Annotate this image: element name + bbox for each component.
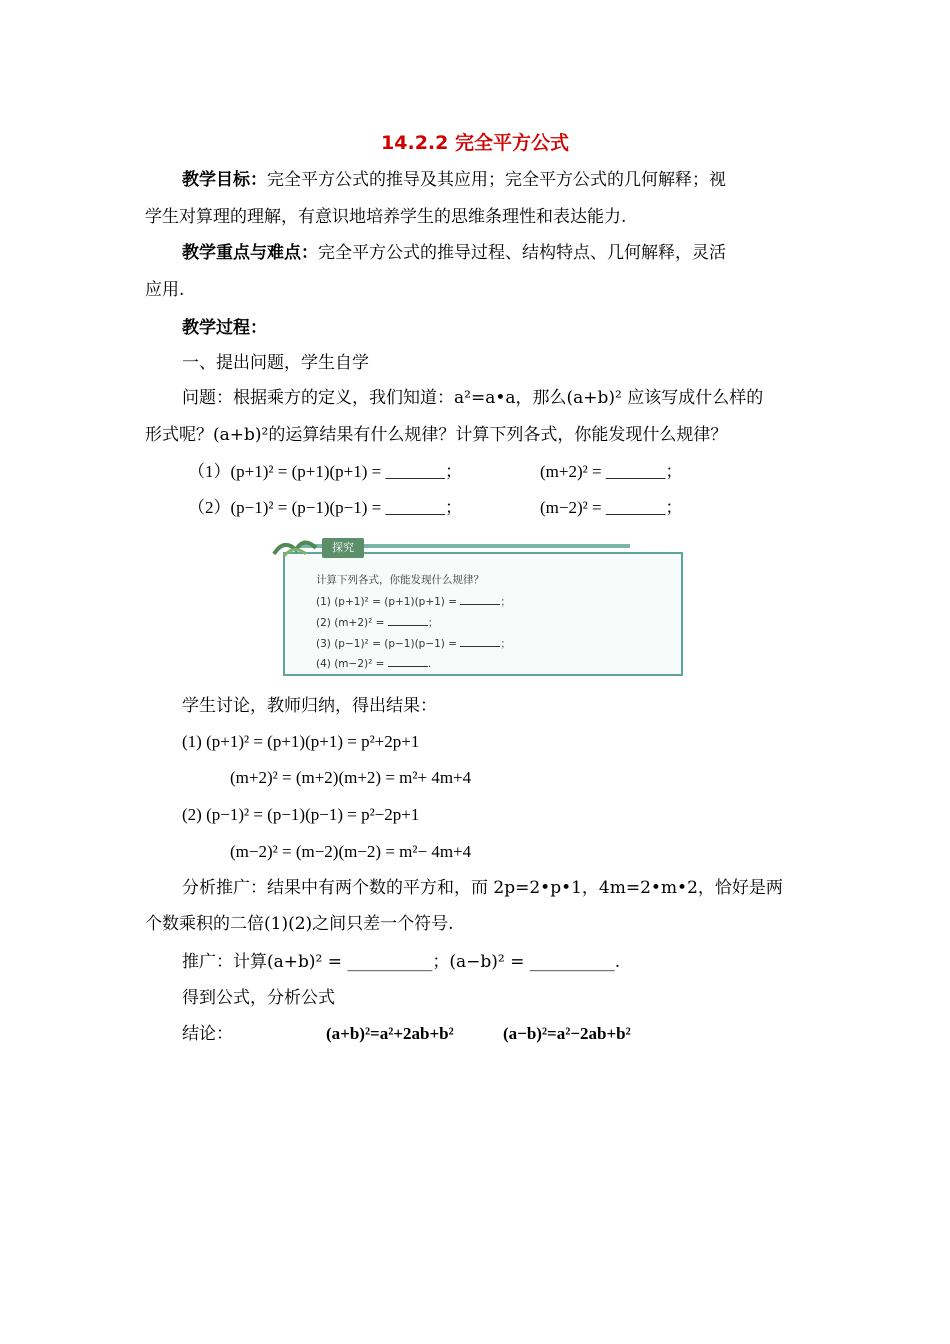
result-line-1: (1) (p+1)² = (p+1)(p+1) = p²+2p+1 — [182, 732, 420, 751]
page-title: 14.2.2 完全平方公式 — [381, 132, 569, 154]
inset-item — [316, 594, 511, 609]
objectives-line2: 学生对算理的理解，有意识地培养学生的思维条理性和表达能力. — [145, 207, 627, 227]
inset-item-text: (3) (p−1)² = (p−1)(p−1) = — [316, 638, 458, 650]
process-label: 教学过程： — [182, 318, 267, 338]
derive-line: 得到公式，分析公式 — [182, 988, 335, 1008]
keypoints-text1: 完全平方公式的推导过程、结构特点、几何解释，灵活 — [318, 243, 726, 263]
inset-tab-label: 探究 — [322, 538, 364, 558]
inset-item-text: (1) (p+1)² = (p+1)(p+1) = — [316, 596, 458, 608]
inset-item-end: ； — [500, 638, 511, 650]
conclusion-formula-diff: (a−b)²=a²−2ab+b² — [503, 1024, 631, 1043]
inset-item — [316, 657, 431, 670]
result-line-4: (m−2)² = (m−2)(m−2) = m²− 4m+4 — [230, 842, 472, 861]
objectives-line1 — [182, 168, 726, 192]
inset-item-end: . — [427, 658, 432, 670]
objectives-label: 教学目标： — [182, 170, 267, 190]
inset-blank — [460, 637, 500, 647]
exercise-row1-right: (m+2)² = _______； — [540, 462, 683, 481]
keypoints-line1 — [182, 241, 726, 265]
inset-item-text: (4) (m−2)² = — [316, 658, 385, 670]
conclusion-formula-sum: (a+b)²=a²+2ab+b² — [326, 1024, 454, 1043]
inset-blank — [460, 595, 500, 605]
keypoints-label: 教学重点与难点： — [182, 243, 318, 263]
result-line-3: (2) (p−1)² = (p−1)(p−1) = p²−2p+1 — [182, 805, 420, 824]
exercise-row2-left: （2）(p−1)² = (p−1)(p−1) = _______； — [188, 498, 463, 517]
exercise-row1-left: （1）(p+1)² = (p+1)(p+1) = _______； — [188, 462, 463, 481]
discussion-line: 学生讨论，教师归纳，得出结果： — [182, 696, 437, 716]
inset-item-end: ； — [500, 596, 511, 608]
textbook-inset — [270, 530, 684, 676]
objectives-text1: 完全平方公式的推导及其应用；完全平方公式的几何解释；视 — [267, 170, 726, 190]
exercise-row2-right: (m−2)² = _______； — [540, 498, 683, 517]
keypoints-line2: 应用. — [145, 280, 185, 300]
question-line1: 问题：根据乘方的定义，我们知道：a²=a•a，那么(a+b)² 应该写成什么样的 — [182, 388, 764, 408]
inset-item — [316, 615, 438, 630]
analysis-line2: 个数乘积的二倍(1)(2)之间只差一个符号. — [145, 914, 454, 934]
inset-item-end: ； — [427, 617, 439, 629]
generalize-line: 推广：计算(a+b)² = __________；(a−b)² = __________. — [182, 952, 621, 972]
inset-blank — [388, 616, 428, 626]
question-line2: 形式呢？(a+b)²的运算结果有什么规律？计算下列各式，你能发现什么规律？ — [145, 425, 728, 445]
conclusion-label: 结论： — [182, 1024, 233, 1044]
inset-item-text: (2) (m+2)² = — [316, 617, 385, 629]
analysis-line1: 分析推广：结果中有两个数的平方和，而 2p=2•p•1，4m=2•m•2，恰好是两 — [182, 878, 783, 898]
inset-item — [316, 636, 511, 651]
section-heading: 一、提出问题，学生自学 — [182, 353, 369, 373]
inset-intro: 计算下列各式，你能发现什么规律？ — [316, 574, 484, 586]
result-line-2: (m+2)² = (m+2)(m+2) = m²+ 4m+4 — [230, 768, 472, 787]
inset-blank — [388, 657, 428, 667]
